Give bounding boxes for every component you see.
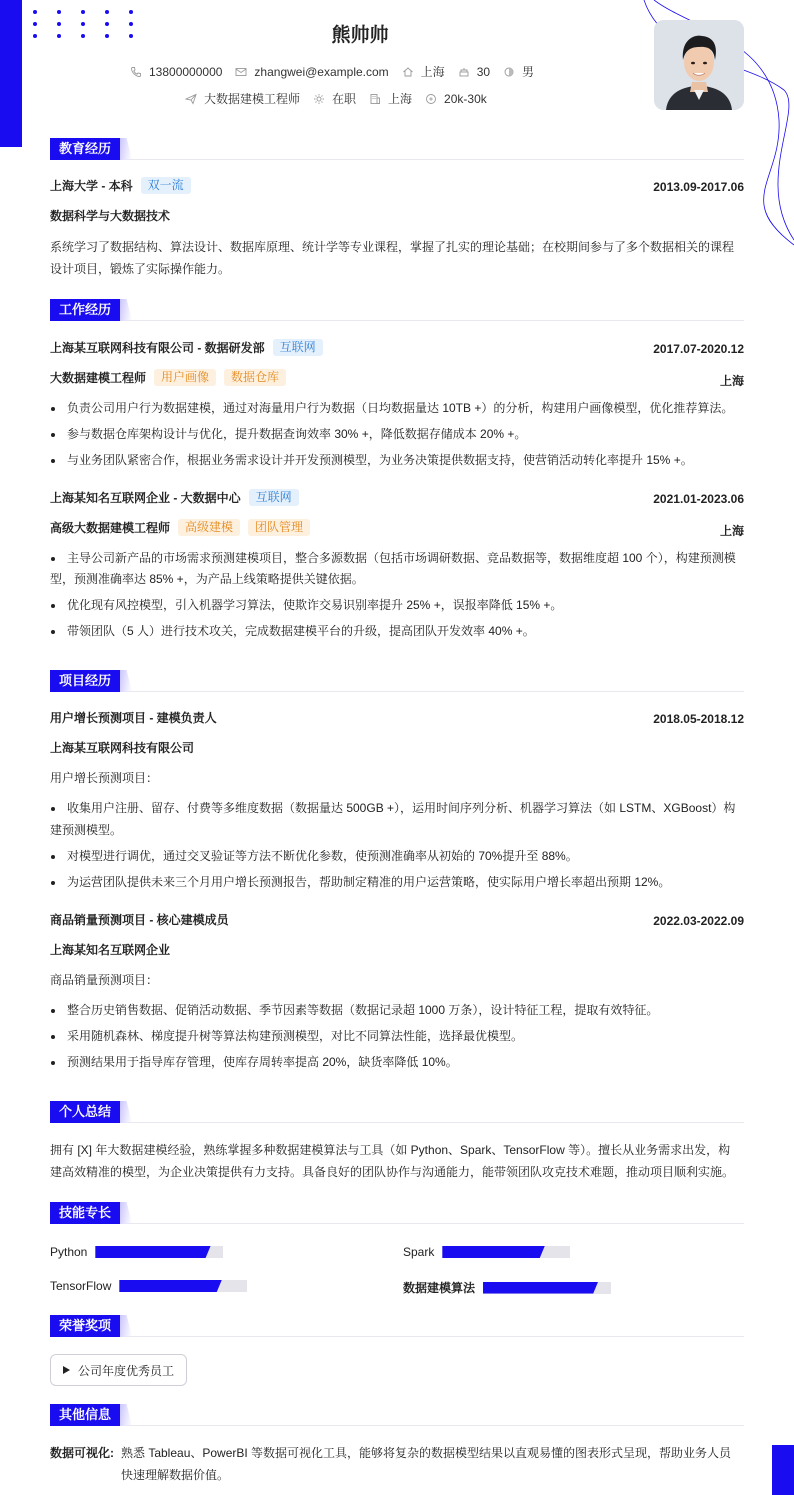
work-company: 上海某互联网科技有限公司 - 数据研发部 互联网 [50, 338, 744, 359]
section-other [50, 1404, 744, 1426]
gender: 男 [522, 65, 535, 79]
email-icon [235, 66, 247, 78]
project-bullet: 对模型进行调优，通过交叉验证等方法不断优化参数，使预测准确率从初始的 70%提升至 88%。 [50, 846, 744, 867]
section-projects [50, 670, 744, 692]
section-skills [50, 1202, 744, 1224]
skill-level-bar [119, 1280, 247, 1292]
project-title: 用户增长预测项目 - 建模负责人 [50, 711, 217, 725]
project-date: 2022.03-2022.09 [653, 914, 744, 928]
work-bullet-continued: 型，预测准确率达 85% +，为产品上线策略提供关键依据。 [50, 572, 364, 586]
summary-line: 拥有 [X] 年大数据建模经验，熟练掌握多种数据建模算法与工具（如 Python、Spark、TensorFlow 等）。擅长从业务需求出发，构 [50, 1143, 731, 1157]
project-intro: 商品销量预测项目： [50, 973, 159, 987]
age: 30 [476, 64, 491, 79]
section-honors [50, 1315, 744, 1337]
current-city: 上海 [420, 65, 445, 79]
phone-icon [130, 66, 142, 78]
avatar-illustration [654, 20, 744, 110]
profile-photo [654, 20, 744, 110]
other-text-line: 快速理解数据价值。 [121, 1468, 230, 1482]
education-date: 2013.09-2017.06 [653, 180, 744, 194]
skill-name: Spark [403, 1245, 435, 1259]
project-intro: 用户增长预测项目： [50, 771, 159, 785]
education-school: 上海大学 - 本科 双一流 [50, 176, 744, 197]
section-work [50, 299, 744, 321]
industry-tag: 互联网 [273, 339, 323, 356]
education-desc-line: 系统学习了数据结构、算法设计、数据库原理、统计学等专业课程，掌握了扎实的理论基础；在校期间参与了多个数据相关的课程 [50, 240, 735, 254]
skill-item [50, 1279, 247, 1293]
other-text-line: 熟悉 Tableau、PowerBI 等数据可视化工具，能够将复杂的数据模型结果以直观易懂的图表形式呈现，帮助业务人员 [121, 1446, 732, 1460]
skill-level-fill [119, 1280, 221, 1292]
industry-tag: 互联网 [249, 489, 299, 506]
work-date: 2021.01-2023.06 [653, 492, 744, 506]
work-bullet: 负责公司用户行为数据建模，通过对海量用户行为数据（日均数据量达 10TB +）的分析，构建用户画像模型，优化推荐算法。 [50, 398, 744, 419]
award-item [50, 1354, 187, 1386]
section-title-projects: 项目经历 [50, 670, 120, 692]
other-label: 数据可视化: [50, 1446, 114, 1460]
salary-icon [425, 93, 437, 105]
expected-salary: 20k-30k [444, 91, 487, 106]
education-desc-line: 设计项目，锻炼了实际操作能力。 [50, 262, 231, 276]
building-icon [369, 93, 381, 105]
skill-name: Python [50, 1245, 88, 1259]
work-company: 上海某知名互联网企业 - 大数据中心 互联网 [50, 488, 744, 509]
skill-level-fill [95, 1246, 210, 1258]
award-title: 公司年度优秀员工 [78, 1363, 175, 1378]
section-title-honors: 荣誉奖项 [50, 1315, 120, 1337]
gear-icon [313, 93, 325, 105]
triangle-icon [63, 1366, 70, 1374]
work-bullet: 参与数据仓库架构设计与优化，提升数据查询效率 30% +，降低数据存储成本 20% +。 [50, 424, 744, 445]
summary-line: 建高效精准的模型，为企业决策提供有力支持。具备良好的团队协作与沟通能力，能带领团队攻克技术难题，推动项目顺利实施。 [50, 1165, 735, 1179]
home-icon [402, 66, 414, 78]
work-bullet: 优化现有风控模型，引入机器学习算法，使欺诈交易识别率提升 25% +，误报率降低 15% +。 [50, 595, 744, 616]
project-bullet-continued: 建预测模型。 [50, 823, 123, 837]
project-title: 商品销量预测项目 - 核心建模成员 [50, 913, 229, 927]
section-title-work: 工作经历 [50, 299, 120, 321]
work-role: 高级大数据建模工程师 高级建模 团队管理 [50, 518, 744, 539]
skill-item [403, 1279, 611, 1296]
skill-level-bar [95, 1246, 223, 1258]
project-bullet: 收集用户注册、留存、付费等多维度数据（数据量达 500GB +），运用时间序列分析、机器学习算法（如 LSTM、XGBoost）构 [50, 798, 744, 819]
contact-row [130, 63, 547, 80]
skill-tag: 团队管理 [248, 519, 310, 536]
project-bullet: 采用随机森林、梯度提升树等算法构建预测模型，对比不同算法性能，选择最优模型。 [50, 1026, 744, 1047]
section-education [50, 138, 744, 160]
work-role: 大数据建模工程师 用户画像 数据仓库 [50, 368, 744, 389]
right-accent-bar [772, 1445, 794, 1495]
work-date: 2017.07-2020.12 [653, 342, 744, 356]
section-title-summary: 个人总结 [50, 1101, 120, 1123]
skill-tag: 数据仓库 [224, 369, 286, 386]
work-bullet: 主导公司新产品的市场需求预测建模项目，整合多源数据（包括市场调研数据、竞品数据等，数据维度超 100 个），构建预测模 [50, 548, 744, 569]
target-city: 上海 [388, 92, 413, 106]
job-intent-row [185, 90, 500, 107]
skill-tag: 高级建模 [178, 519, 240, 536]
skill-level-fill [483, 1282, 598, 1294]
project-company: 上海某互联网科技有限公司 [50, 741, 195, 755]
email-address: zhangwei@example.com [254, 64, 389, 79]
skill-level-fill [442, 1246, 544, 1258]
phone-number: 13800000000 [149, 64, 223, 79]
section-summary [50, 1101, 744, 1123]
skill-level-bar [483, 1282, 611, 1294]
skill-name: 数据建模算法 [403, 1281, 476, 1295]
school-tag: 双一流 [141, 177, 191, 194]
project-bullet: 整合历史销售数据、促销活动数据、季节因素等数据（数据记录超 1000 万条），设计特征工程，提取有效特征。 [50, 1000, 744, 1021]
work-bullet: 与业务团队紧密合作，根据业务需求设计并开发预测模型，为业务决策提供数据支持，使营销活动转化率提升 15% +。 [50, 450, 744, 471]
gender-icon [503, 66, 515, 78]
skill-level-bar [442, 1246, 570, 1258]
work-location: 上海 [719, 374, 744, 388]
project-bullet: 为运营团队提供未来三个月用户增长预测报告，帮助制定精准的用户运营策略，使实际用户增长率超出预期 12%。 [50, 872, 744, 893]
skill-item [403, 1245, 570, 1259]
cake-icon [458, 66, 470, 78]
section-title-education: 教育经历 [50, 138, 120, 160]
section-title-skills: 技能专长 [50, 1202, 120, 1224]
project-date: 2018.05-2018.12 [653, 712, 744, 726]
skill-tag: 用户画像 [154, 369, 216, 386]
work-bullet: 带领团队（5 人）进行技术攻关，完成数据建模平台的升级，提高团队开发效率 40% +。 [50, 621, 744, 642]
dot-pattern [33, 10, 143, 40]
work-location: 上海 [719, 524, 744, 538]
send-icon [185, 93, 197, 105]
target-position: 大数据建模工程师 [204, 92, 301, 106]
education-major: 数据科学与大数据技术 [50, 209, 171, 223]
employment-status: 在职 [332, 92, 357, 106]
skill-name: TensorFlow [50, 1279, 112, 1293]
left-accent-bar [0, 0, 22, 147]
project-bullet: 预测结果用于指导库存管理，使库存周转率提高 20%，缺货率降低 10%。 [50, 1052, 744, 1073]
skill-item [50, 1245, 223, 1259]
section-title-other: 其他信息 [50, 1404, 120, 1426]
candidate-name: 熊帅帅 [331, 25, 389, 46]
project-company: 上海某知名互联网企业 [50, 943, 171, 957]
